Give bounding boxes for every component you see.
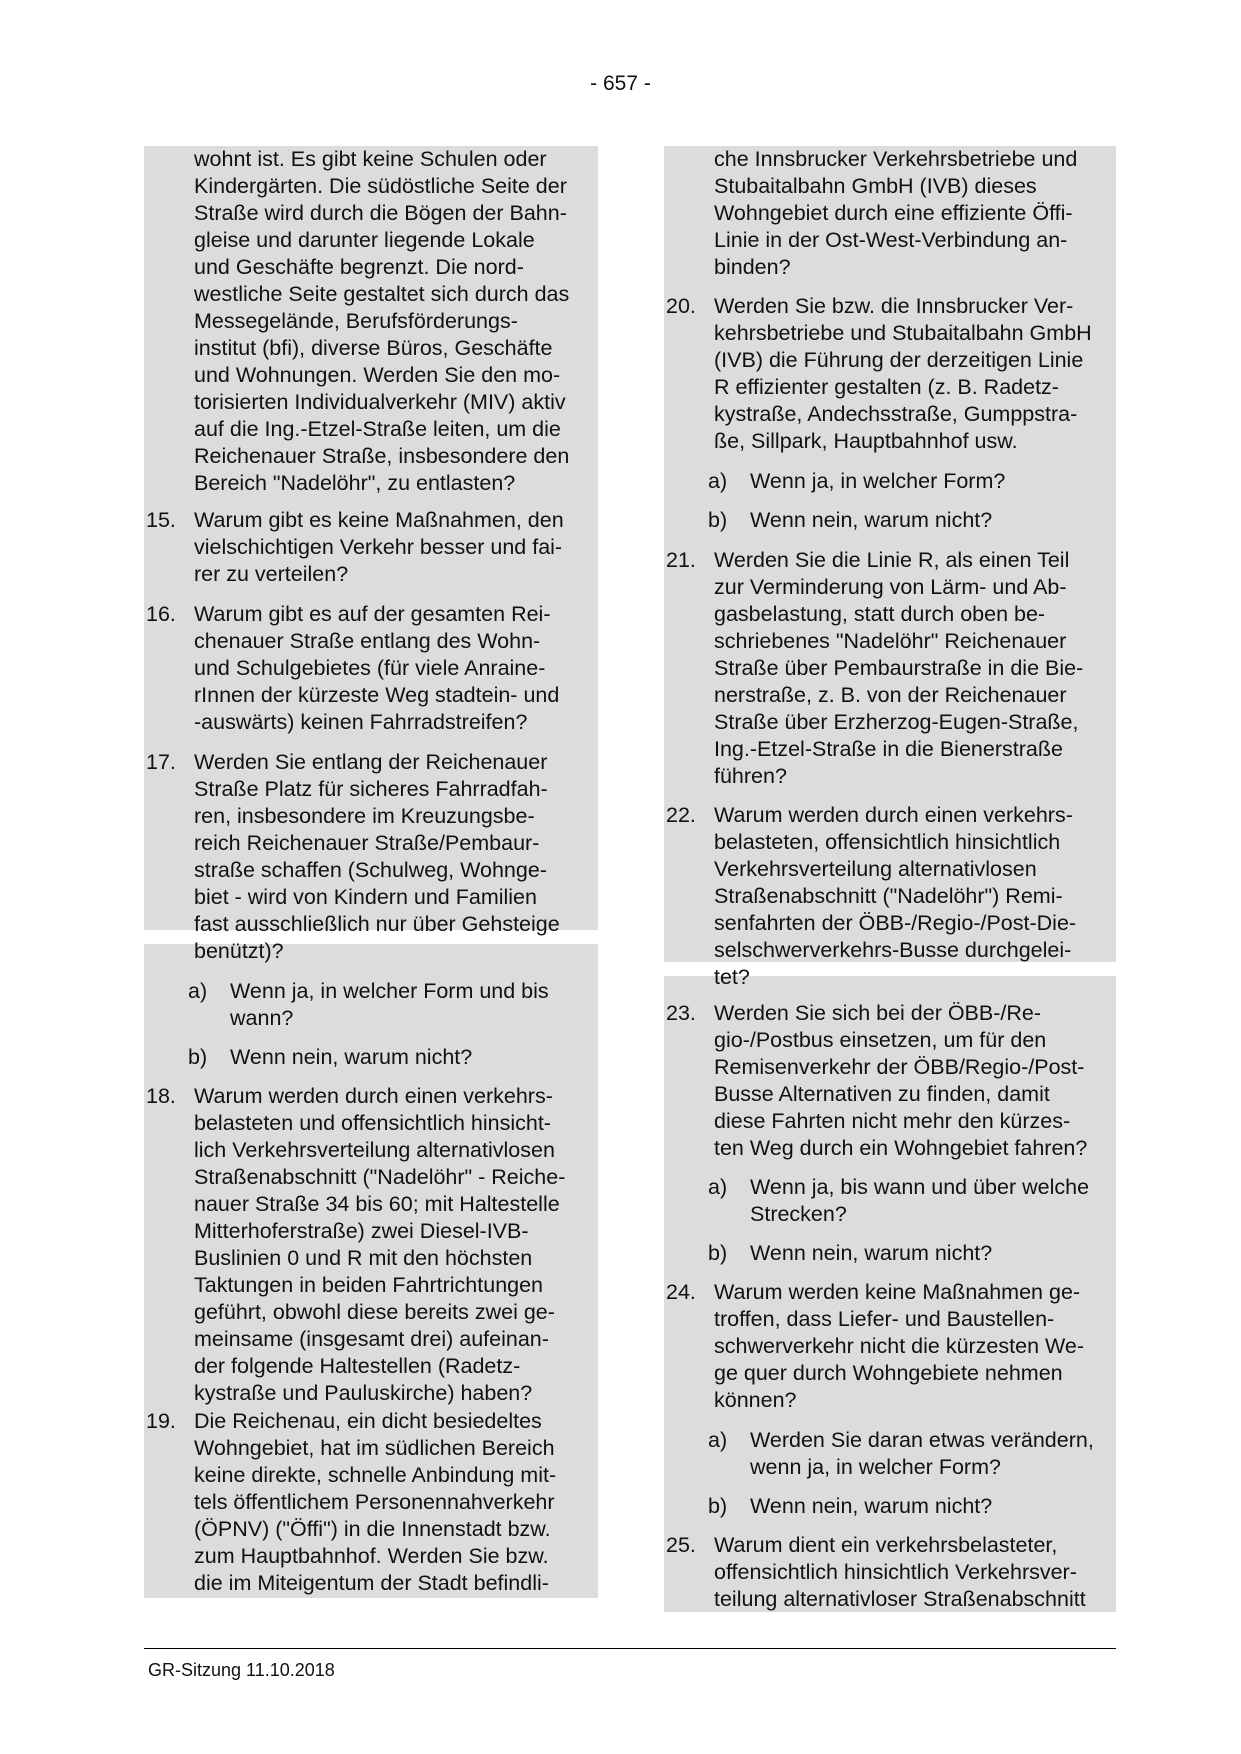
text-line: kystraße, Andechsstraße, Gumppstra- [714, 402, 1078, 426]
text-line: binden? [714, 255, 791, 279]
text-line: gleise und darunter liegende Lokale [194, 228, 535, 252]
sub-letter: a) [708, 469, 728, 493]
text-line: gio-/Postbus einsetzen, um für den [714, 1028, 1047, 1052]
text-line: biet - wird von Kindern und Familien [194, 885, 537, 909]
question-17 [144, 749, 598, 965]
question-17-b [144, 1044, 598, 1071]
text-line: belasteten, offensichtlich hinsichtlich [714, 830, 1061, 854]
text-line: keine direkte, schnelle Anbindung mit- [194, 1463, 557, 1487]
text-line: Straßenabschnitt ("Nadelöhr") Remi- [714, 884, 1063, 908]
sub-letter: a) [708, 1175, 728, 1199]
right-column [664, 146, 1116, 1612]
question-number: 20. [666, 294, 696, 318]
text-line: Warum werden durch einen verkehrs- [194, 1084, 553, 1108]
text-line: geführt, obwohl diese bereits zwei ge- [194, 1300, 555, 1324]
text-line: führen? [714, 764, 787, 788]
text-line: torisierten Individualverkehr (MIV) aktiv [194, 390, 566, 414]
text-line: Wohngebiet durch eine effiziente Öffi- [714, 201, 1073, 225]
page-number: - 657 - [590, 72, 651, 95]
text-line: reich Reichenauer Straße/Pembaur- [194, 831, 540, 855]
question-number: 16. [146, 602, 176, 626]
sub-letter: a) [188, 979, 208, 1003]
text-line: selschwerverkehrs-Busse durchgelei- [714, 938, 1072, 962]
text-line: Straße Platz für sicheres Fahrradfah- [194, 777, 548, 801]
text-line: Wenn ja, bis wann und über welche [750, 1175, 1090, 1199]
question-24-b [664, 1493, 1116, 1520]
text-line: Warum dient ein verkehrsbelasteter, [714, 1533, 1058, 1557]
text-line: Werden Sie die Linie R, als einen Teil [714, 548, 1070, 572]
text-line: tels öffentlichem Personennahverkehr [194, 1490, 555, 1514]
text-line: die im Miteigentum der Stadt befindli- [194, 1571, 549, 1595]
text-line: Remisenverkehr der ÖBB/Regio-/Post- [714, 1055, 1085, 1079]
question-19 [144, 1408, 598, 1597]
text-line: Messegelände, Berufsförderungs- [194, 309, 518, 333]
text-line: R effizienter gestalten (z. B. Radetz- [714, 375, 1059, 399]
text-line: auf die Ing.-Etzel-Straße leiten, um die [194, 417, 561, 441]
item-19-continuation [664, 146, 1116, 281]
question-number: 22. [666, 803, 696, 827]
text-line: gasbelastung, statt durch oben be- [714, 602, 1046, 626]
question-number: 24. [666, 1280, 696, 1304]
text-line: Reichenauer Straße, insbesondere den [194, 444, 570, 468]
question-number: 23. [666, 1001, 696, 1025]
question-25 [664, 1532, 1116, 1613]
question-20-a [664, 468, 1116, 495]
question-number: 25. [666, 1533, 696, 1557]
text-line: rer zu verteilen? [194, 562, 349, 586]
text-line: Straßenabschnitt ("Nadelöhr" - Reiche- [194, 1165, 566, 1189]
text-line: Werden Sie entlang der Reichenauer [194, 750, 548, 774]
text-line: können? [714, 1388, 797, 1412]
text-line: Warum werden keine Maßnahmen ge- [714, 1280, 1081, 1304]
text-line: westliche Seite gestaltet sich durch das [194, 282, 570, 306]
footer-session-date: GR-Sitzung 11.10.2018 [148, 1660, 335, 1680]
text-line: Stubaitalbahn GmbH (IVB) dieses [714, 174, 1037, 198]
text-line: Werden Sie bzw. die Innsbrucker Ver- [714, 294, 1074, 318]
text-line: diese Fahrten nicht mehr den kürzes- [714, 1109, 1071, 1133]
text-line: wann? [230, 1006, 294, 1030]
text-line: belasteten und offensichtlich hinsicht- [194, 1111, 551, 1135]
text-line: tet? [714, 965, 750, 989]
question-20-b [664, 507, 1116, 534]
text-line: Wenn nein, warum nicht? [230, 1045, 473, 1069]
text-line: vielschichtigen Verkehr besser und fai- [194, 535, 563, 559]
text-line: troffen, dass Liefer- und Baustellen- [714, 1307, 1055, 1331]
text-line: Linie in der Ost-West-Verbindung an- [714, 228, 1068, 252]
text-line: Warum gibt es auf der gesamten Rei- [194, 602, 551, 626]
text-line: nauer Straße 34 bis 60; mit Haltestelle [194, 1192, 560, 1216]
text-line: rInnen der kürzeste Weg stadtein- und [194, 683, 560, 707]
text-line: straße schaffen (Schulweg, Wohnge- [194, 858, 547, 882]
question-17-a [144, 978, 598, 1032]
text-line: lich Verkehrsverteilung alternativlosen [194, 1138, 555, 1162]
text-line: kystraße und Pauluskirche) haben? [194, 1381, 533, 1405]
question-22 [664, 802, 1116, 991]
question-20 [664, 293, 1116, 455]
text-line: schwerverkehr nicht die kürzesten We- [714, 1334, 1085, 1358]
left-column [144, 146, 598, 1598]
text-line: und Geschäfte begrenzt. Die nord- [194, 255, 524, 279]
question-23-a [664, 1174, 1116, 1228]
text-line: ge quer durch Wohngebiete nehmen [714, 1361, 1063, 1385]
text-line: che Innsbrucker Verkehrsbetriebe und [714, 147, 1078, 171]
text-line: Wenn ja, in welcher Form? [750, 469, 1006, 493]
footer-rule [144, 1648, 1116, 1649]
text-line: Straße über Erzherzog-Eugen-Straße, [714, 710, 1079, 734]
question-23 [664, 1000, 1116, 1162]
text-line: wenn ja, in welcher Form? [750, 1455, 1001, 1479]
question-24 [664, 1279, 1116, 1414]
text-line: Buslinien 0 und R mit den höchsten [194, 1246, 533, 1270]
text-line: Straße über Pembaurstraße in die Bie- [714, 656, 1084, 680]
text-line: Wenn nein, warum nicht? [750, 1241, 993, 1265]
text-line: -auswärts) keinen Fahrradstreifen? [194, 710, 528, 734]
text-line: chenauer Straße entlang des Wohn- [194, 629, 541, 653]
text-line: (ÖPNV) ("Öffi") in die Innenstadt bzw. [194, 1517, 551, 1541]
text-line: Wohngebiet, hat im südlichen Bereich [194, 1436, 555, 1460]
sub-letter: b) [188, 1045, 208, 1069]
text-line: Die Reichenau, ein dicht besiedeltes [194, 1409, 542, 1433]
text-line: Strecken? [750, 1202, 847, 1226]
text-line: (IVB) die Führung der derzeitigen Linie [714, 348, 1084, 372]
text-line: nerstraße, z. B. von der Reichenauer [714, 683, 1067, 707]
question-23-b [664, 1240, 1116, 1267]
text-line: wohnt ist. Es gibt keine Schulen oder [194, 147, 547, 171]
text-line: Straße wird durch die Bögen der Bahn- [194, 201, 567, 225]
text-line: ße, Sillpark, Hauptbahnhof usw. [714, 429, 1018, 453]
text-line: offensichtlich hinsichtlich Verkehrsver- [714, 1560, 1077, 1584]
question-21 [664, 547, 1116, 790]
text-line: Busse Alternativen zu finden, damit [714, 1082, 1050, 1106]
sub-letter: b) [708, 508, 728, 532]
text-line: institut (bfi), diverse Büros, Geschäfte [194, 336, 553, 360]
question-16 [144, 601, 598, 736]
question-number: 15. [146, 508, 176, 532]
text-line: Wenn nein, warum nicht? [750, 508, 993, 532]
question-number: 18. [146, 1084, 176, 1108]
question-number: 19. [146, 1409, 176, 1433]
text-line: schriebenes "Nadelöhr" Reichenauer [714, 629, 1067, 653]
question-18 [144, 1083, 598, 1407]
item-14-continuation [144, 146, 598, 497]
text-line: der folgende Haltestellen (Radetz- [194, 1354, 521, 1378]
text-line: Warum werden durch einen verkehrs- [714, 803, 1073, 827]
text-line: Werden Sie sich bei der ÖBB-/Re- [714, 1001, 1042, 1025]
text-line: zum Hauptbahnhof. Werden Sie bzw. [194, 1544, 549, 1568]
text-line: und Wohnungen. Werden Sie den mo- [194, 363, 561, 387]
sub-letter: b) [708, 1494, 728, 1518]
text-line: Warum gibt es keine Maßnahmen, den [194, 508, 564, 532]
text-line: Kindergärten. Die südöstliche Seite der [194, 174, 567, 198]
text-line: ren, insbesondere im Kreuzungsbe- [194, 804, 535, 828]
text-line: Wenn nein, warum nicht? [750, 1494, 993, 1518]
question-number: 17. [146, 750, 176, 774]
text-line: Taktungen in beiden Fahrtrichtungen [194, 1273, 544, 1297]
text-line: benützt)? [194, 939, 284, 963]
text-line: Verkehrsverteilung alternativlosen [714, 857, 1037, 881]
question-number: 21. [666, 548, 696, 572]
text-line: teilung alternativloser Straßenabschnitt [714, 1587, 1086, 1611]
text-line: Mitterhoferstraße) zwei Diesel-IVB- [194, 1219, 529, 1243]
text-line: und Schulgebietes (für viele Anraine- [194, 656, 546, 680]
question-15 [144, 507, 598, 588]
text-line: ten Weg durch ein Wohngebiet fahren? [714, 1136, 1088, 1160]
text-line: zur Verminderung von Lärm- und Ab- [714, 575, 1067, 599]
question-24-a [664, 1427, 1116, 1481]
text-line: senfahrten der ÖBB-/Regio-/Post-Die- [714, 911, 1077, 935]
text-line: meinsame (insgesamt drei) aufeinan- [194, 1327, 549, 1351]
text-line: kehrsbetriebe und Stubaitalbahn GmbH [714, 321, 1092, 345]
text-line: Bereich "Nadelöhr", zu entlasten? [194, 471, 516, 495]
text-line: fast ausschließlich nur über Gehsteige [194, 912, 560, 936]
sub-letter: b) [708, 1241, 728, 1265]
text-line: Wenn ja, in welcher Form und bis [230, 979, 549, 1003]
text-line: Ing.-Etzel-Straße in die Bienerstraße [714, 737, 1063, 761]
text-line: Werden Sie daran etwas verändern, [750, 1428, 1094, 1452]
sub-letter: a) [708, 1428, 728, 1452]
